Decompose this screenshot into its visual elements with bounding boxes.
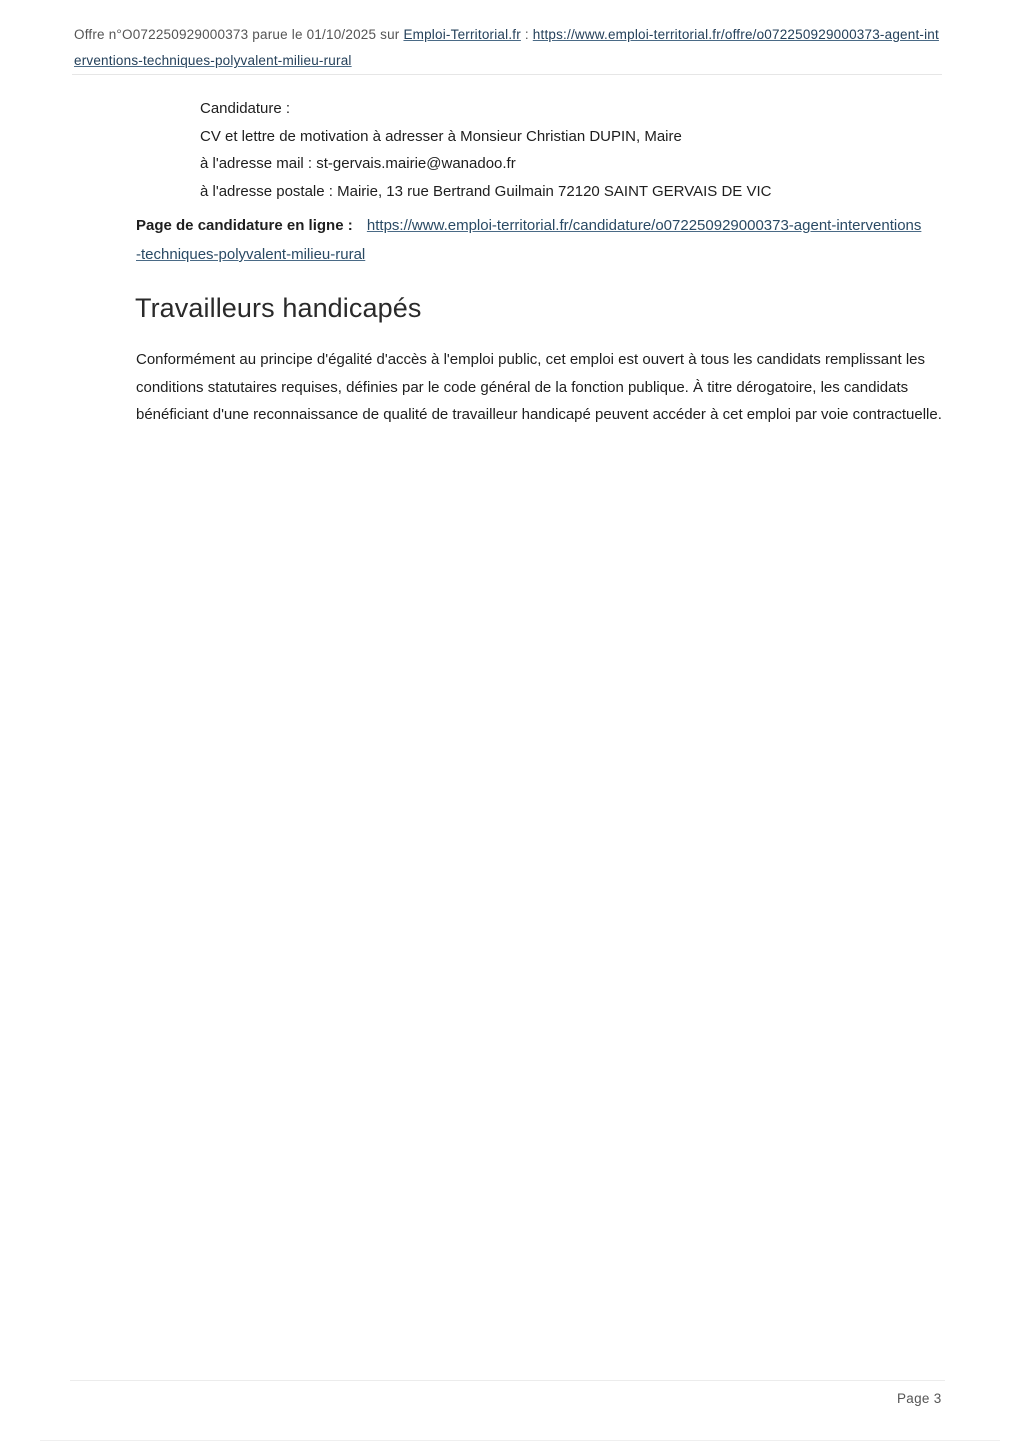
page-number: Page 3 [897, 1391, 942, 1406]
footer-divider [70, 1380, 945, 1381]
online-application [136, 211, 926, 269]
page-bottom-edge [40, 1440, 1000, 1441]
header-divider [72, 74, 942, 75]
online-application-link[interactable]: https://www.emploi-territorial.fr/candidature/o072250929000373-agent-interventions-techniques-polyvalent-milieu-rural [136, 217, 922, 263]
application-line-email: à l'adresse mail : st-gervais.mairie@wanadoo.fr [200, 155, 516, 172]
offer-url-link[interactable]: https://www.emploi-territorial.fr/offre/o072250929000373-agent-interventions-techniques-polyvalent-milieu-rural [74, 27, 939, 68]
application-line-cv: CV et lettre de motivation à adresser à Monsieur Christian DUPIN, Maire [200, 127, 682, 145]
page-header [74, 22, 944, 74]
application-line-postal: à l'adresse postale : Mairie, 13 rue Bertrand Guilmain 72120 SAINT GERVAIS DE VIC [200, 182, 772, 200]
application-heading: Candidature : [200, 100, 291, 117]
site-link[interactable]: Emploi-Territorial.fr [403, 27, 521, 42]
section-title: Travailleurs handicapés [135, 293, 422, 323]
offer-reference-text: Offre n°O072250929000373 parue le 01/10/2025 sur [74, 27, 404, 42]
online-application-label: Page de candidature en ligne : [136, 217, 353, 234]
application-block [200, 95, 960, 205]
section-paragraph: Conformément au principe d'égalité d'accès à l'emploi public, cet emploi est ouvert à tous les candidats remplissant les conditions statutaires requises, définies par le code général de la fonction publique. À titre dérogatoire, les candidats bénéficiant d'une reconnaissance de qualité de travailleur handicapé peuvent accéder à cet emploi par voie contractuelle. [136, 351, 942, 423]
header-separator: : [520, 27, 533, 42]
